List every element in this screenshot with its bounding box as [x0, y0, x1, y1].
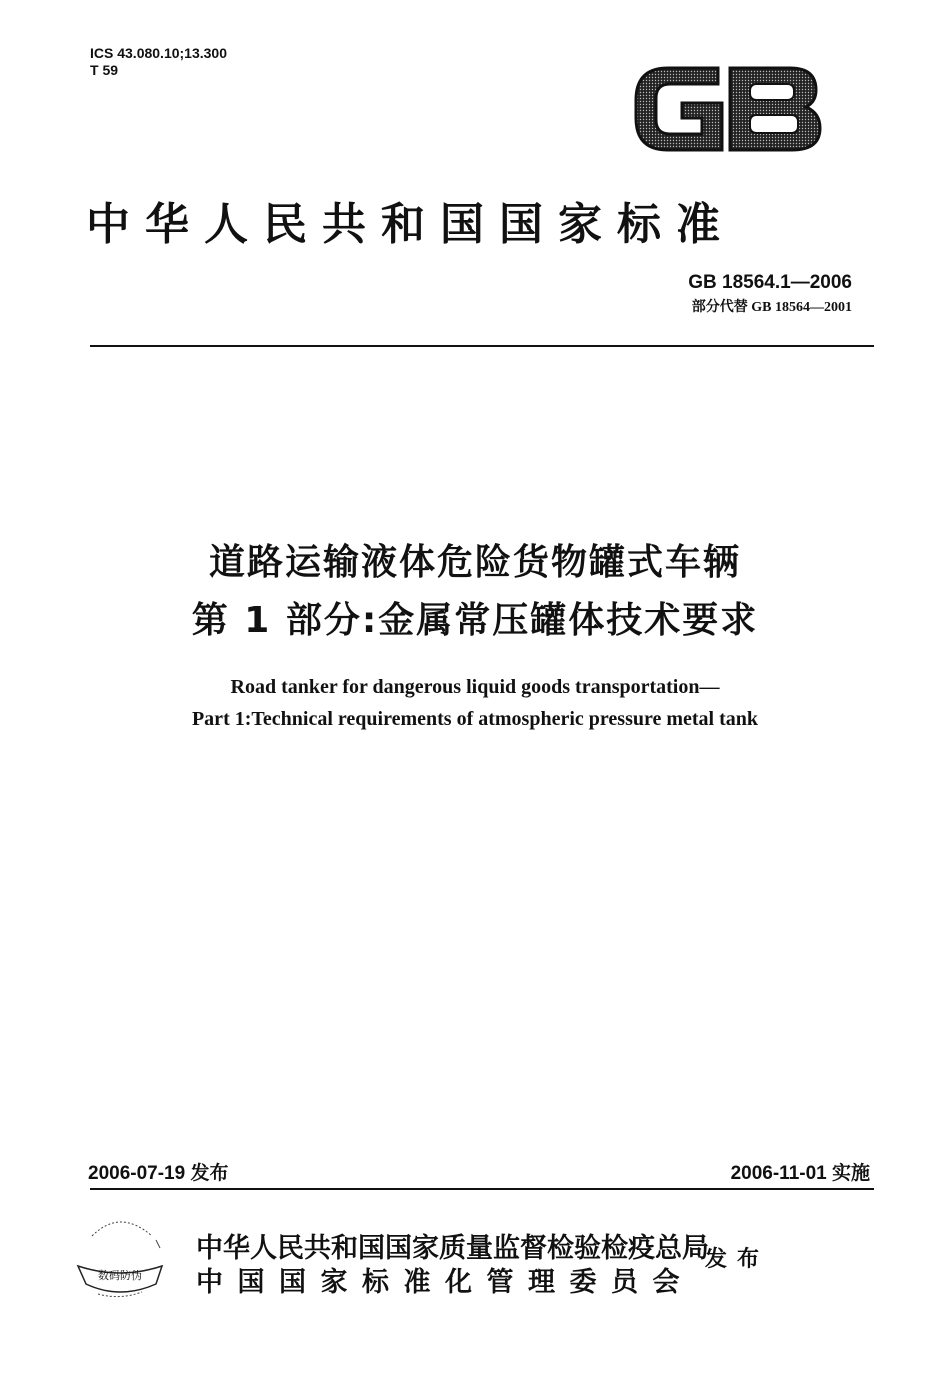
anti-counterfeit-seal-icon — [70, 1208, 170, 1303]
svg-text:GB: GB — [630, 45, 653, 62]
ics-code: ICS 43.080.10;13.300 — [90, 45, 227, 61]
category-code: T 59 — [90, 62, 119, 78]
title-en-line1: Road tanker for dangerous liquid goods transportation— — [230, 676, 720, 698]
issuer-org-sac: 中国国家标准化管理委员会 — [196, 1267, 694, 1298]
classification-codes — [90, 45, 227, 79]
title-cn-line1: 道路运输液体危险货物罐式车辆 — [208, 542, 741, 583]
standard-number: GB 18564.1—2006 — [688, 272, 852, 293]
title-cn-line2: 第 1 部分:金属常压罐体技术要求 — [191, 600, 759, 641]
gb-logo — [630, 45, 825, 160]
publish-date: 2006-07-19 发布 — [88, 1163, 229, 1184]
replaces-note: 部分代替 GB 18564—2001 — [691, 300, 852, 315]
issue-label: 发布 — [705, 1246, 770, 1272]
footer-divider — [90, 1188, 874, 1190]
effective-date: 2006-11-01 实施 — [730, 1163, 870, 1184]
national-standard-title: 中华人民共和国国家标准 — [86, 199, 735, 250]
svg-text:数码防伪: 数码防伪 — [98, 1269, 142, 1282]
header-divider — [90, 345, 874, 347]
standard-number-block — [688, 272, 852, 316]
issuer-org-aqsiq: 中华人民共和国国家质量监督检验检疫总局 — [196, 1233, 709, 1264]
title-en-line2: Part 1:Technical requirements of atmospheric pressure metal tank — [191, 708, 759, 730]
